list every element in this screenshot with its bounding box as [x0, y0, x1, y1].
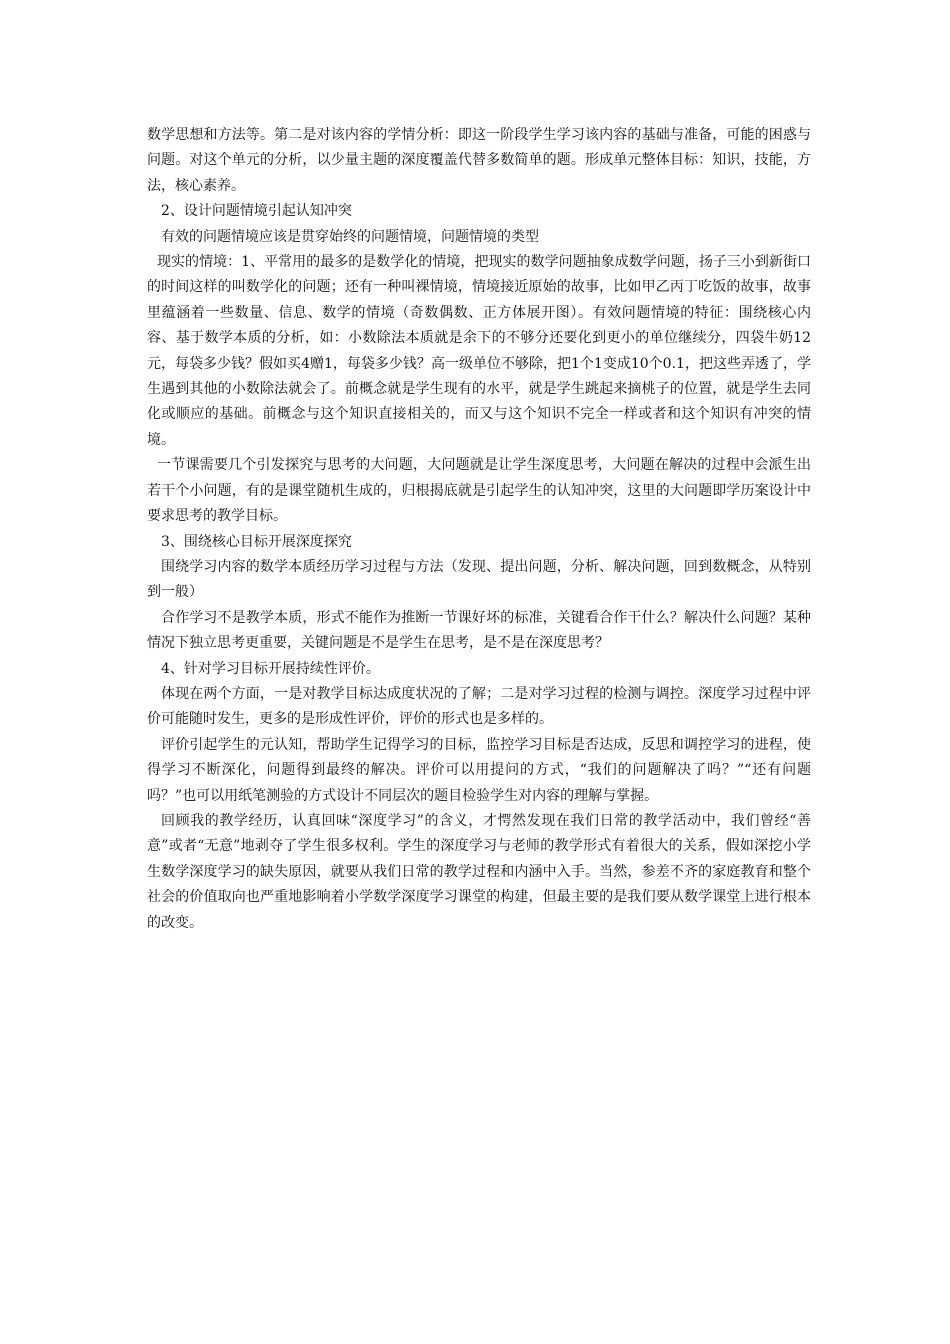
paragraph-7: 围绕学习内容的数学本质经历学习过程与方法（发现、提出问题，分析、解决问题，回到数概念，从特别到一般） — [147, 558, 811, 601]
paragraph-8: 合作学习不是教学本质，形式不能作为推断一节课好坏的标准，关键看合作干什么？解决什么问题？某种情况下独立思考更重要，关键问题是不是学生在思考，是不是在深度思考？ — [147, 609, 811, 652]
paragraph-10: 体现在两个方面，一是对教学目标达成度状况的了解；二是对学习过程的检测与调控。深度学习过程中评价可能随时发生，更多的是形成性评价，评价的形式也是多样的。 — [147, 685, 811, 728]
heading-section-4: 4、针对学习目标开展持续性评价。 — [161, 660, 380, 677]
paragraph-11: 评价引起学生的元认知，帮助学生记得学习的目标，监控学习目标是否达成，反思和调控学习的进程，使得学习不断深化，问题得到最终的解决。评价可以用提问的方式，“我们的问题解决了吗？”“还有问题吗？”也可以用纸笔测验的方式设计不同层次的题目检验学生对内容的理解与掌握。 — [147, 736, 811, 804]
paragraph-3: 有效的问题情境应该是贯穿始终的问题情境，问题情境的类型 — [161, 228, 539, 245]
document-body — [147, 123, 811, 936]
paragraph-5: 一节课需要几个引发探究与思考的大问题，大问题就是让学生深度思考，大问题在解决的过程中会派生出若干个小问题，有的是课堂随机生成的，归根揭底就是引起学生的认知冲突，这里的大问题即学历案设计中要求思考的教学目标。 — [147, 457, 811, 525]
heading-section-2: 2、设计问题情境引起认知冲突 — [161, 203, 352, 220]
paragraph-12: 回顾我的教学经历，认真回味“深度学习”的含义，才愕然发现在我们日常的教学活动中，我们曾经“善意”或者“无意”地剥夺了学生很多权利。学生的深度学习与老师的教学形式有着很大的关系，假如深挖小学生数学深度学习的缺失原因，就要从我们日常的教学过程和内涵中入手。当然，参差不齐的家庭教育和整个社会的价值取向也严重地影响着小学数学深度学习课堂的构建，但最主要的是我们要从数学课堂上进行根本的改变。 — [147, 812, 811, 931]
heading-section-3: 3、围绕核心目标开展深度探究 — [161, 533, 352, 550]
paragraph-4: 现实的情境：1、平常用的最多的是数学化的情境，把现实的数学问题抽象成数学问题，扬子三小到新街口的时间这样的叫数学化的问题；还有一种叫裸情境，情境接近原始的故事，比如甲乙丙丁吃饭的故事，故事里蕴涵着一些数量、信息、数学的情境（奇数偶数、正方体展开图）。有效问题情境的特征：围绕核心内容、基于数学本质的分析，如：小数除法本质就是余下的不够分还要化到更小的单位继续分，四袋牛奶12元，每袋多少钱？假如买4赠1，每袋多少钱？高一级单位不够除，把1个1变成10个0.1，把这些弄透了，学生遇到其他的小数除法就会了。前概念就是学生现有的水平，就是学生跳起来摘桃子的位置，就是学生去同化或顺应的基础。前概念与这个知识直接相关的，而又与这个知识不完全一样或者和这个知识有冲突的情境。 — [147, 254, 811, 448]
paragraph-1: 数学思想和方法等。第二是对该内容的学情分析：即这一阶段学生学习该内容的基础与准备，可能的困惑与问题。对这个单元的分析，以少量主题的深度覆盖代替多数简单的题。形成单元整体目标：知识，技能，方法，核心素养。 — [147, 127, 811, 194]
